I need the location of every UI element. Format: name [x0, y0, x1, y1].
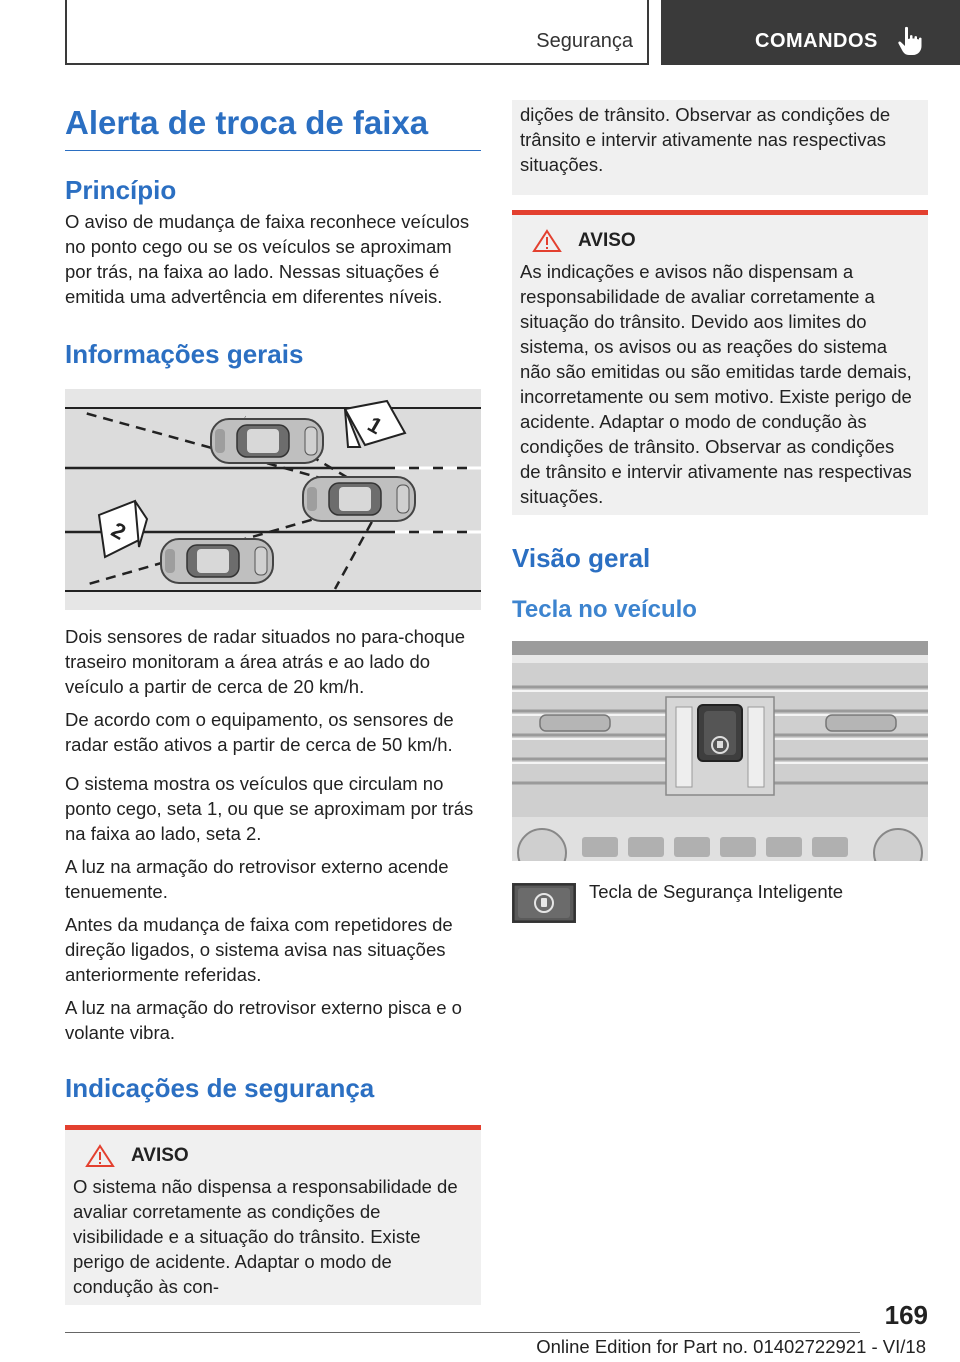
principle-text: O aviso de mudança de faixa reconhece veículos no ponto cego ou se os veículos se aproximam por trás, na faixa ao lado. Nessas situações é emitida uma advertência em diferentes níveis. — [65, 211, 470, 307]
info-paragraph-6: A luz na armação do retrovisor externo pisca e o volante vibra. — [65, 997, 462, 1043]
right-column — [512, 100, 928, 923]
warning-triangle-icon — [532, 229, 562, 253]
safety-warning-box — [65, 1125, 481, 1305]
header-section-box — [65, 0, 649, 65]
warning-triangle-icon — [85, 1144, 115, 1168]
limits-warning-text: As indicações e avisos não dispensam a responsabilidade de avaliar corretamente a situação do trânsito. Devido aos limites do sistema, os avisos ou as reações do sistema não são emitidas ou são emitidas tarde demais, incorretamente ou sem motivo. Existe perigo de acidente. Adaptar o modo de condução às condições de trânsito. Observar as condições de trânsito e intervir ativamente nas respectivas situações. — [520, 261, 912, 507]
left-column — [65, 100, 481, 1305]
key-legend-label: Tecla de Segurança Inteligente — [589, 881, 844, 902]
button-heading: Tecla no veículo — [512, 596, 697, 623]
arrow-2-label: 2 — [107, 517, 131, 545]
info-paragraph-1: Dois sensores de radar situados no para-choque traseiro monitoram a área atrás e ao lado do veículo a partir de cerca de 20 km/h. — [65, 626, 466, 697]
page-number: 169 — [884, 1300, 928, 1330]
lane-change-diagram — [65, 389, 481, 610]
key-legend — [512, 883, 928, 923]
limits-warning-box — [512, 210, 928, 515]
warning-continuation-box — [512, 100, 928, 195]
intelligent-safety-button-icon — [512, 883, 576, 923]
warning-continuation-text: dições de trânsito. Observar as condições de trânsito e intervir ativamente nas respectivas situações. — [520, 104, 891, 175]
safety-heading: Indicações de segurança — [65, 1073, 375, 1103]
header-chapter-tab — [661, 0, 960, 65]
arrow-1-label: 1 — [363, 411, 387, 440]
footer-edition: Online Edition for Part no. 01402722921 - VI/18 — [536, 1336, 926, 1357]
dashboard-illustration — [512, 641, 928, 861]
info-paragraph-4: A luz na armação do retrovisor externo acende tenuemente. — [65, 856, 449, 902]
safety-warning-text: O sistema não dispensa a responsabilidade de avaliar corretamente as condições de visibilidade e a situação do trânsito. Existe perigo de acidente. Adaptar o modo de condução às con- — [73, 1176, 458, 1297]
principle-heading: Princípio — [65, 175, 177, 205]
safety-warning-title: AVISO — [131, 1145, 189, 1166]
header-section-label: Segurança — [536, 30, 633, 52]
limits-warning-title: AVISO — [578, 230, 636, 251]
pointing-hand-icon — [897, 26, 925, 56]
info-paragraph-2: De acordo com o equipamento, os sensores de radar estão ativos a partir de cerca de 50 km/h. — [65, 709, 454, 755]
overview-heading: Visão geral — [512, 543, 651, 573]
info-paragraph-5: Antes da mudança de faixa com repetidores de direção ligados, o sistema avisa nas situações anteriormente referidas. — [65, 914, 453, 985]
header-chapter-label: COMANDOS — [755, 30, 878, 52]
footer-divider — [65, 1332, 860, 1333]
dashboard-button-photo — [512, 641, 928, 861]
page-title: Alerta de troca de faixa — [65, 100, 481, 151]
general-info-heading: Informações gerais — [65, 339, 304, 369]
lane-change-illustration — [65, 389, 481, 610]
info-paragraph-3: O sistema mostra os veículos que circulam no ponto cego, seta 1, ou que se aproximam por trás na faixa ao lado, seta 2. — [65, 773, 474, 844]
